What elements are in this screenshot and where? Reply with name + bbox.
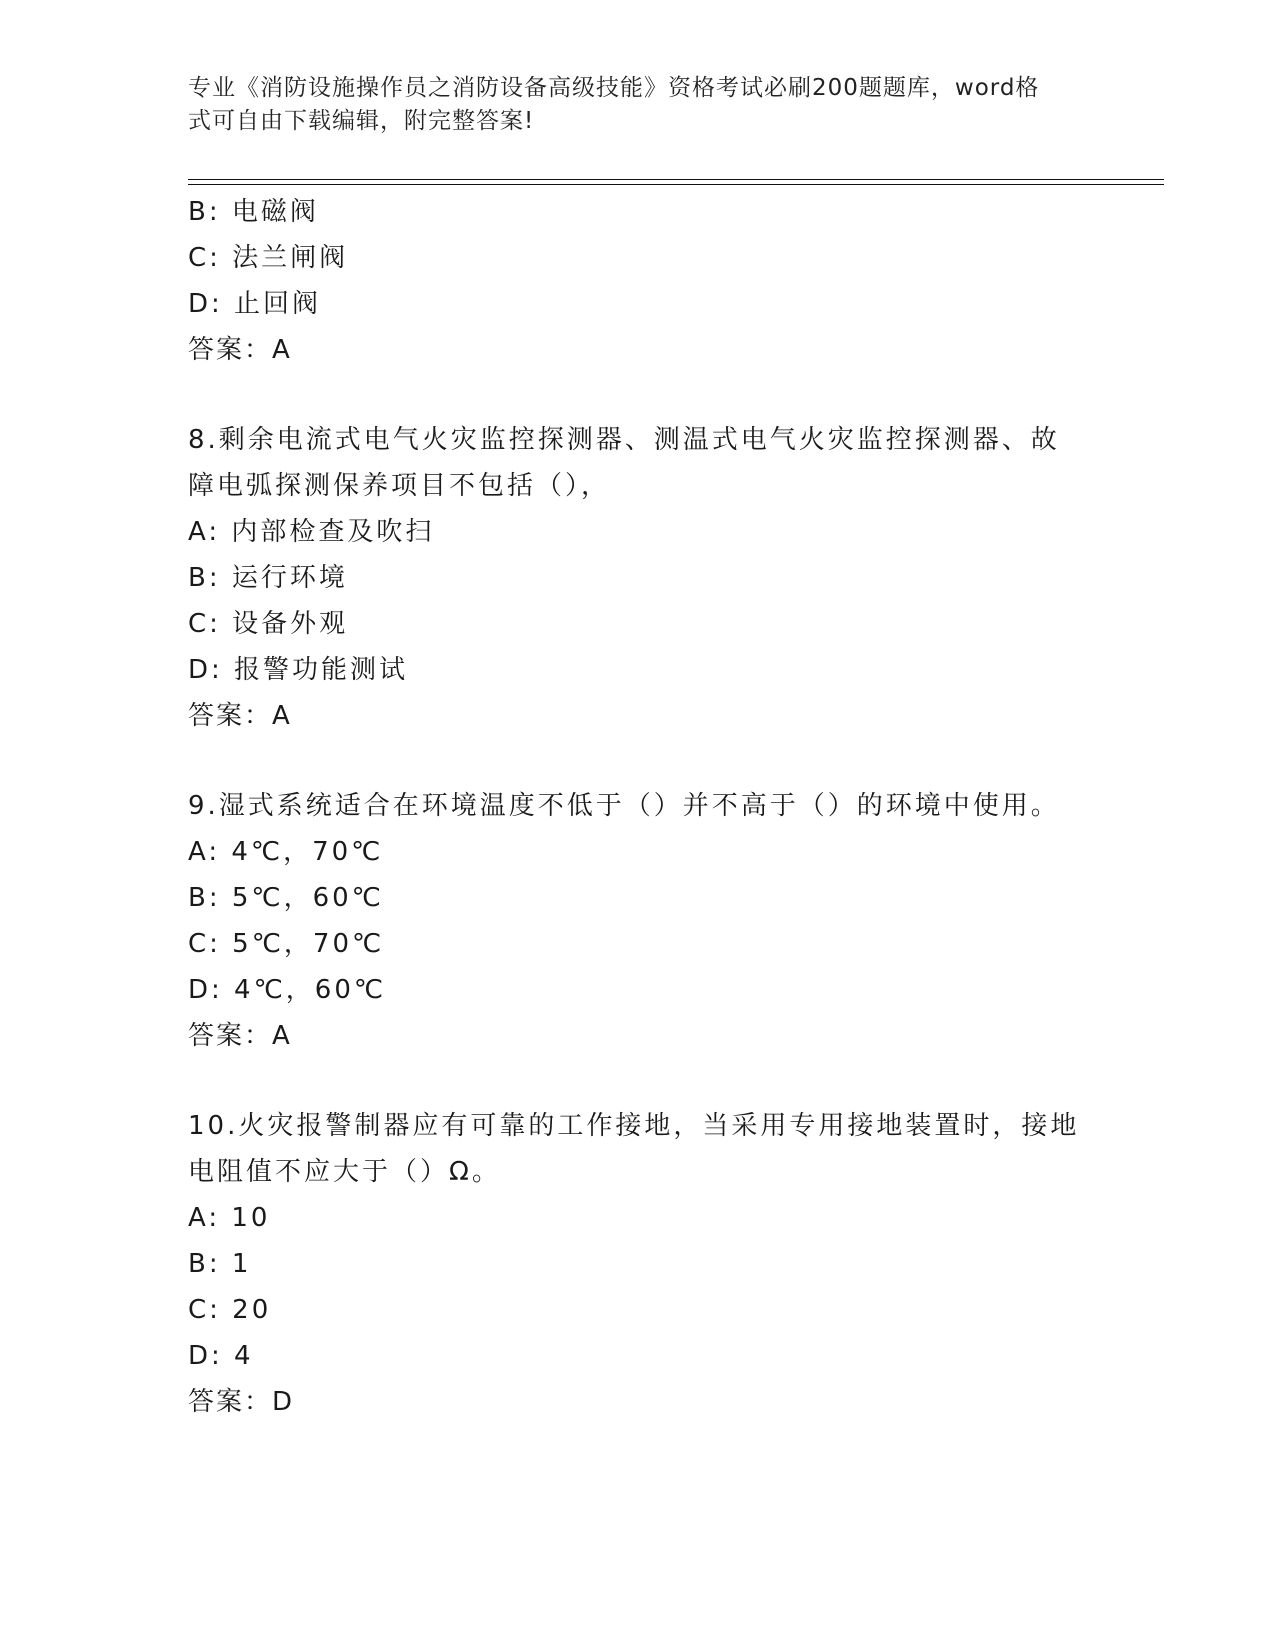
question-10-option-b: B: 1	[188, 1249, 252, 1279]
question-8-option-d: D: 报警功能测试	[188, 655, 409, 685]
question-8-answer: 答案：A	[188, 701, 292, 731]
header-line-2: 式可自由下载编辑，附完整答案!	[188, 108, 535, 134]
question-7-answer: 答案：A	[188, 335, 292, 365]
header-line-1: 专业《消防设施操作员之消防设备高级技能》资格考试必刷200题题库，word格	[188, 75, 1040, 101]
question-10-stem-line-2: 电阻值不应大于（）Ω。	[188, 1157, 501, 1187]
question-9-option-c: C: 5℃，70℃	[188, 929, 385, 959]
document-header	[188, 72, 1088, 138]
question-9-stem-line-1: 9.湿式系统适合在环境温度不低于（）并不高于（）的环境中使用。	[188, 791, 1060, 821]
question-7-option-b: B: 电磁阀	[188, 197, 319, 227]
header-divider-top	[188, 179, 1164, 180]
question-8-stem-line-1: 8.剩余电流式电气火灾监控探测器、测温式电气火灾监控探测器、故	[188, 425, 1060, 455]
question-10-answer: 答案：D	[188, 1387, 295, 1417]
question-10-option-a: A: 10	[188, 1203, 271, 1233]
question-10-stem-line-1: 10.火灾报警制器应有可靠的工作接地，当采用专用接地装置时，接地	[188, 1111, 1080, 1141]
question-gap	[188, 739, 1088, 783]
question-10-option-d: D: 4	[188, 1341, 254, 1371]
question-9-answer: 答案：A	[188, 1021, 292, 1051]
question-7-option-c: C: 法兰闸阀	[188, 243, 349, 273]
question-8-option-b: B: 运行环境	[188, 563, 348, 593]
question-8-block	[188, 417, 1088, 739]
question-7-option-d: D: 止回阀	[188, 289, 322, 319]
question-list	[188, 189, 1088, 1425]
header-divider-bottom	[188, 184, 1164, 185]
question-gap	[188, 373, 1088, 417]
question-gap	[188, 1059, 1088, 1103]
question-10-block	[188, 1103, 1088, 1425]
question-8-option-c: C: 设备外观	[188, 609, 349, 639]
question-7-block	[188, 189, 1088, 373]
question-10-option-c: C: 20	[188, 1295, 272, 1325]
question-9-option-a: A: 4℃，70℃	[188, 837, 384, 867]
question-9-block	[188, 783, 1088, 1059]
question-9-option-b: B: 5℃，60℃	[188, 883, 384, 913]
question-9-option-d: D: 4℃，60℃	[188, 975, 387, 1005]
question-8-stem-line-2: 障电弧探测保养项目不包括（），	[188, 471, 611, 501]
question-8-option-a: A: 内部检查及吹扫	[188, 517, 435, 547]
